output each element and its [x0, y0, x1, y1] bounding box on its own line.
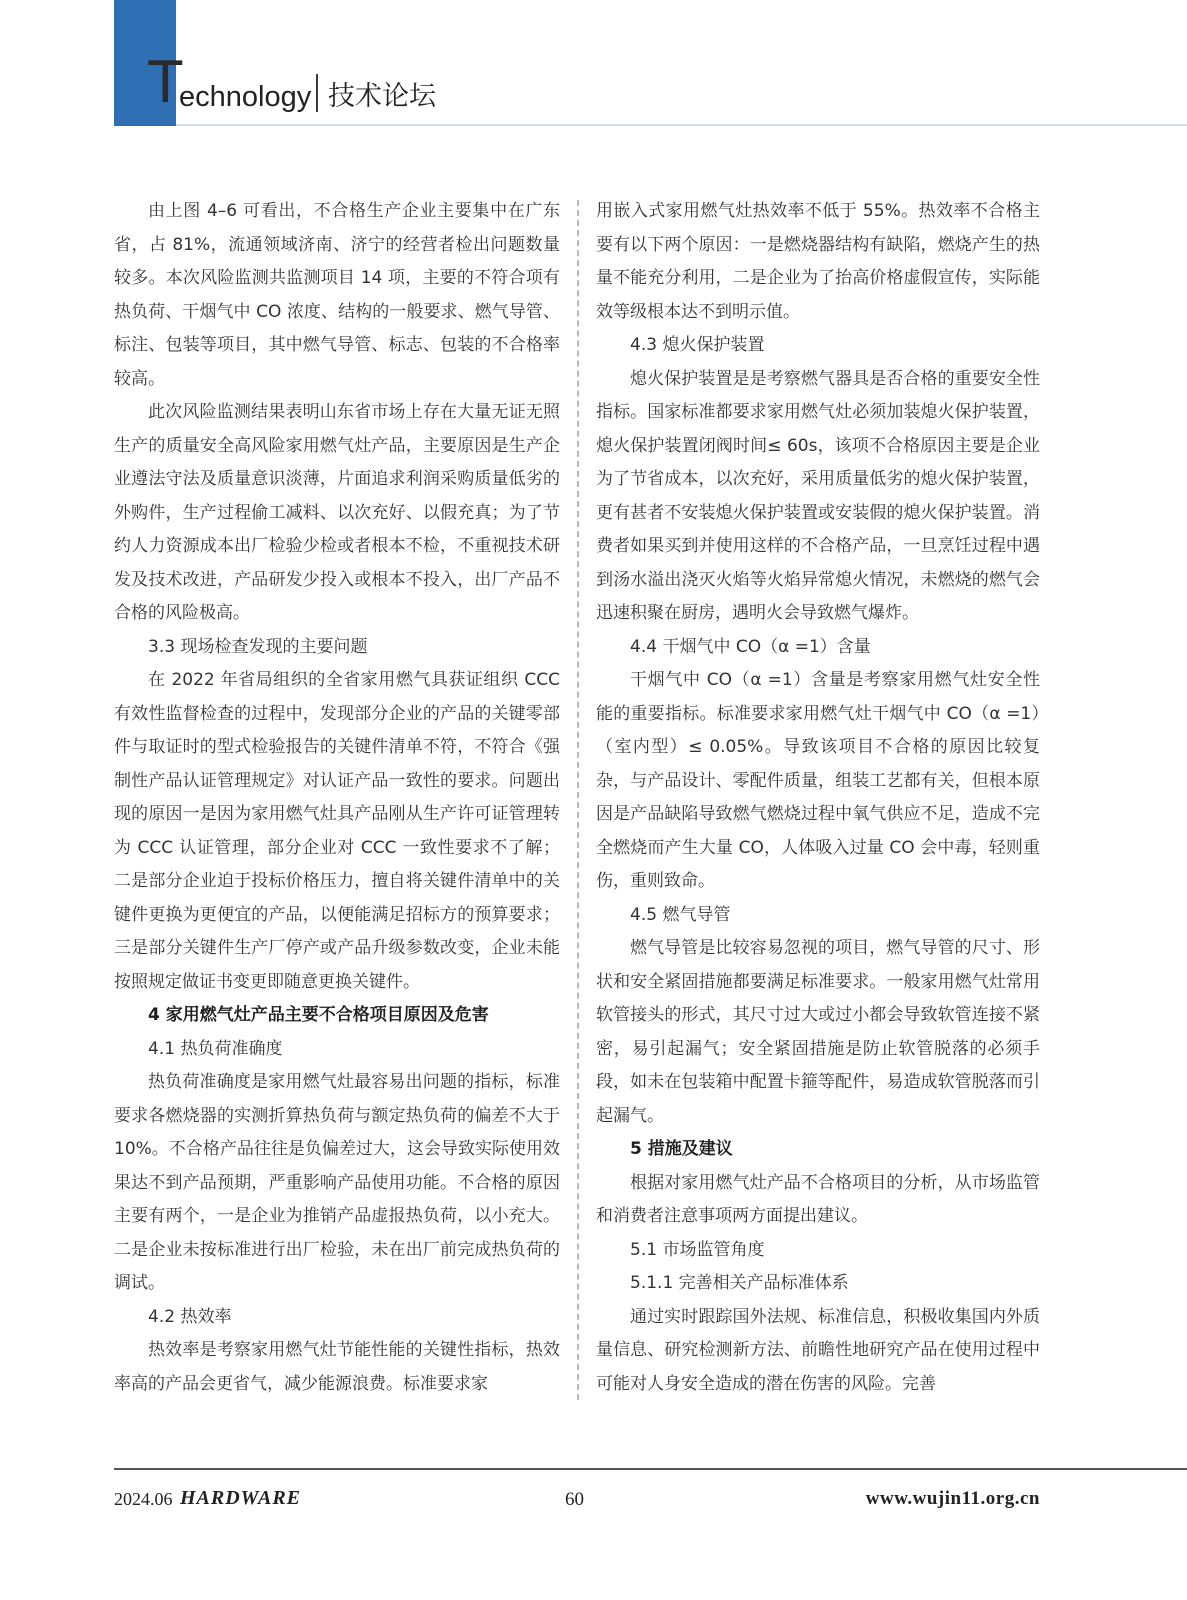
- subheading: 4.1 热负荷准确度: [148, 1038, 283, 1059]
- subheading: 4.2 热效率: [148, 1306, 232, 1327]
- paragraph: 熄火保护装置是是考察燃气器具是否合格的重要安全性指标。国家标准都要求家用燃气灶必须加装熄火保护装置，熄火保护装置闭阀时间≤ 60s，该项不合格原因主要是企业为了节省成本，以次充好，采用质量低劣的熄火保护装置，更有甚者不安装熄火保护装置或安装假的熄火保护装置。消费者如果买到并使用这样的不合格产品，一旦烹饪过程中遇到汤水溢出浇灭火焰等火焰异常熄火情况，未燃烧的燃气会迅速积聚在厨房，遇明火会导致燃气爆炸。: [596, 368, 1040, 623]
- subheading: 4.5 燃气导管: [630, 904, 731, 925]
- paragraph: 此次风险监测结果表明山东省市场上存在大量无证无照生产的质量安全高风险家用燃气灶产品，主要原因是生产企业遵法守法及质量意识淡薄，片面追求利润采购质量低劣的外购件，生产过程偷工减料、以次充好、以假充真；为了节约人力资源成本出厂检验少检或者根本不检，不重视技术研发及技术改进，产品研发少投入或根本不投入，出厂产品不合格的风险极高。: [114, 402, 560, 623]
- brand-word: echnology: [179, 81, 312, 113]
- paragraph: 燃气导管是比较容易忽视的项目，燃气导管的尺寸、形状和安全紧固措施都要满足标准要求。一般家用燃气灶常用软管接头的形式，其尺寸过大或过小都会导致软管连接不紧密，易引起漏气；安全紧固措施是防止软管脱落的必须手段，如未在包装箱中配置卡箍等配件，易造成软管脱落而引起漏气。: [596, 938, 1040, 1126]
- section-heading: 4 家用燃气灶产品主要不合格项目原因及危害: [148, 1005, 489, 1025]
- issue-date: 2024.06: [114, 1489, 173, 1509]
- subheading: 4.4 干烟气中 CO（α =1）含量: [630, 636, 871, 657]
- section-title: 技术论坛: [328, 81, 436, 112]
- section-heading: 5 措施及建议: [630, 1139, 733, 1159]
- subheading: 5.1 市场监管角度: [630, 1239, 765, 1260]
- website-url: www.wujin11.org.cn: [865, 1488, 1040, 1509]
- paragraph: 通过实时跟踪国外法规、标准信息，积极收集国内外质量信息、研究检测新方法、前瞻性地研究产品在使用过程中可能对人身安全造成的潜在伤害的风险。完善: [596, 1306, 1040, 1394]
- header-rule: [176, 124, 1187, 126]
- paragraph: 干烟气中 CO（α =1）含量是考察家用燃气灶安全性能的重要指标。标准要求家用燃气灶干烟气中 CO（α =1）（室内型）≤ 0.05%。导致该项目不合格的原因比较复杂，与产品设计、零配件质量，组装工艺都有关，但根本原因是产品缺陷导致燃气燃烧过程中氧气供应不足，造成不完全燃烧而产生大量 CO，人体吸入过量 CO 会中毒，轻则重伤，重则致命。: [596, 670, 1040, 891]
- subheading: 5.1.1 完善相关产品标准体系: [630, 1273, 849, 1293]
- subheading: 4.3 熄火保护装置: [630, 335, 765, 355]
- right-column: [596, 195, 1040, 1401]
- page-number: 60: [565, 1489, 584, 1510]
- paragraph: 热负荷准确度是家用燃气灶最容易出问题的指标，标准要求各燃烧器的实测折算热负荷与额定热负荷的偏差不大于 10%。不合格产品往往是负偏差过大，这会导致实际使用效果达不到产品预期，严重影响产品使用功能。不合格的原因主要有两个，一是企业为推销产品虚报热负荷，以小充大。二是企业未按标准进行出厂检验，未在出厂前完成热负荷的调试。: [114, 1072, 560, 1293]
- footer-rule: [114, 1468, 1187, 1470]
- paragraph: 热效率是考察家用燃气灶节能性能的关键性指标，热效率高的产品会更省气，减少能源浪费。标准要求家: [114, 1340, 560, 1394]
- paragraph: 由上图 4–6 可看出，不合格生产企业主要集中在广东省，占 81%，流通领域济南、济宁的经营者检出问题数量较多。本次风险监测共监测项目 14 项，主要的不符合项有热负荷、干烟气中 CO 浓度、结构的一般要求、燃气导管、标注、包装等项目，其中燃气导管、标志、包装的不合格率较高。: [114, 201, 560, 389]
- subheading: 3.3 现场检查发现的主要问题: [148, 636, 368, 657]
- paragraph: 用嵌入式家用燃气灶热效率不低于 55%。热效率不合格主要有以下两个原因：一是燃烧器结构有缺陷，燃烧产生的热量不能充分利用，二是企业为了抬高价格虚假宣传，实际能效等级根本达不到明示值。: [596, 201, 1040, 322]
- paragraph: 根据对家用燃气灶产品不合格项目的分析，从市场监管和消费者注意事项两方面提出建议。: [596, 1172, 1040, 1226]
- magazine-name: HARDWARE: [180, 1487, 301, 1509]
- left-column: [114, 195, 560, 1401]
- paragraph: 在 2022 年省局组织的全省家用燃气具获证组织 CCC 有效性监督检查的过程中，发现部分企业的产品的关键零部件与取证时的型式检验报告的关键件清单不符，不符合《强制性产品认证管理规定》对认证产品一致性的要求。问题出现的原因一是因为家用燃气灶具产品刚从生产许可证管理转为 CCC 认证管理，部分企业对 CCC 一致性要求不了解；二是部分企业迫于投标价格压力，擅自将关键件清单中的关键件更换为更便宜的产品，以便能满足招标方的预算要求；三是部分关键件生产厂停产或产品升级参数改变，企业未能按照规定做证书变更即随意更换关键件。: [114, 670, 560, 992]
- brand-initial: T: [147, 48, 184, 115]
- column-divider: [577, 200, 579, 1400]
- header-separator: [316, 74, 318, 112]
